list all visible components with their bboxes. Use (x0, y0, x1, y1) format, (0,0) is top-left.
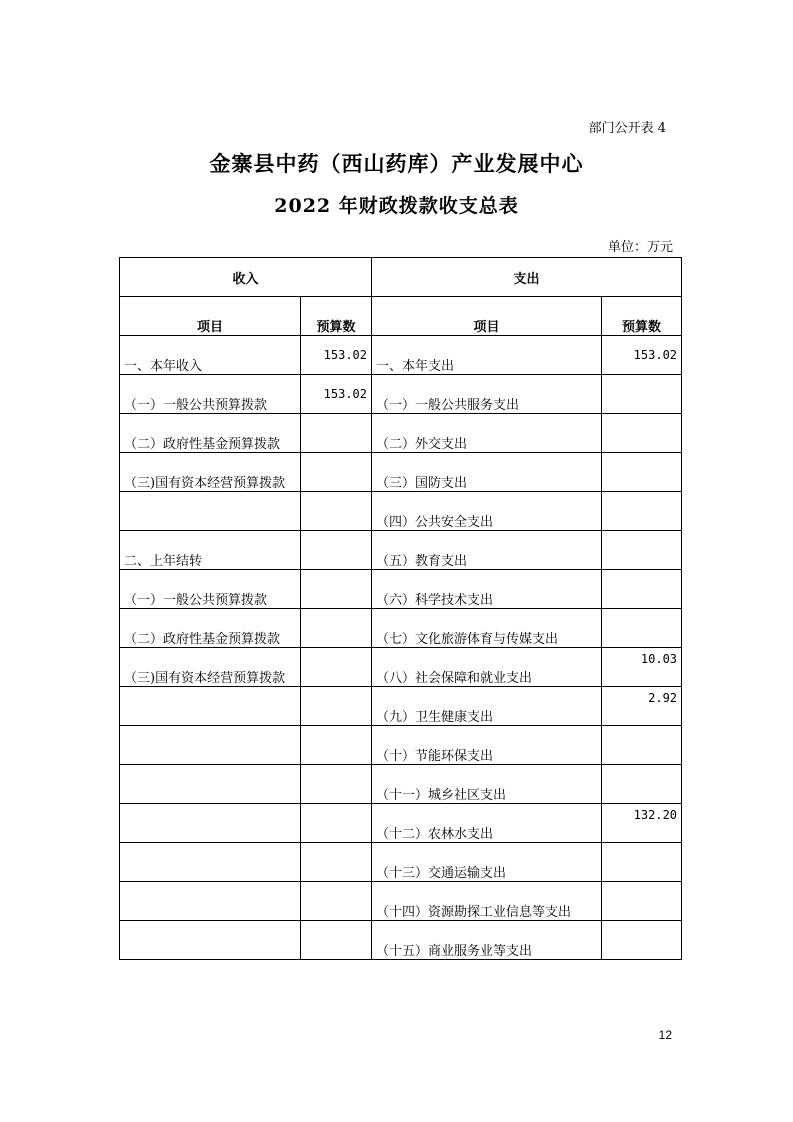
income-amount-cell (301, 687, 372, 726)
expense-item-col-header: 项目 (372, 297, 602, 336)
page-subtitle: 2022 年财政拨款收支总表 (274, 195, 519, 217)
expense-amount-cell: 132.20 (602, 804, 682, 843)
expense-item-cell: （七）文化旅游体育与传媒支出 (372, 609, 602, 648)
income-amount-cell: 153.02 (301, 375, 372, 414)
income-item-cell (120, 843, 301, 882)
income-item-cell: 二、上年结转 (120, 531, 301, 570)
expense-item-cell: （十一）城乡社区支出 (372, 765, 602, 804)
expense-amount-cell (602, 843, 682, 882)
expense-item-cell: （八）社会保障和就业支出 (372, 648, 602, 687)
expense-item-cell: （九）卫生健康支出 (372, 687, 602, 726)
table-row (120, 726, 682, 765)
expense-amount-cell (602, 921, 682, 960)
expense-amount-cell (602, 882, 682, 921)
page-title: 金寨县中药（西山药库）产业发展中心 (209, 151, 584, 176)
table-row (120, 609, 682, 648)
income-amount-cell (301, 453, 372, 492)
expense-amount-cell (602, 453, 682, 492)
income-item-cell: （一）一般公共预算拨款 (120, 375, 301, 414)
budget-table (119, 257, 682, 960)
expense-amount-cell (602, 492, 682, 531)
table-row (120, 570, 682, 609)
income-amount-cell (301, 726, 372, 765)
income-item-col-header: 项目 (120, 297, 301, 336)
income-item-cell (120, 726, 301, 765)
expense-amount-col-header: 预算数 (602, 297, 682, 336)
income-item-cell (120, 804, 301, 843)
expense-amount-cell (602, 414, 682, 453)
expense-amount-cell: 2.92 (602, 687, 682, 726)
expense-amount-cell (602, 375, 682, 414)
income-item-cell (120, 882, 301, 921)
table-row (120, 882, 682, 921)
table-row (120, 648, 682, 687)
document-label: 部门公开表 4 (588, 121, 666, 136)
income-amount-col-header: 预算数 (301, 297, 372, 336)
expense-item-cell: （二）外交支出 (372, 414, 602, 453)
income-item-cell: （二）政府性基金预算拨款 (120, 414, 301, 453)
income-amount-cell (301, 648, 372, 687)
income-header: 收入 (120, 258, 372, 297)
income-amount-cell (301, 414, 372, 453)
income-amount-cell: 153.02 (301, 336, 372, 375)
table-row (120, 531, 682, 570)
income-item-cell: （三)国有资本经营预算拨款 (120, 648, 301, 687)
income-item-cell (120, 687, 301, 726)
table-row (120, 687, 682, 726)
income-item-cell (120, 765, 301, 804)
table-row (120, 453, 682, 492)
table-row (120, 414, 682, 453)
column-header-row (120, 297, 682, 336)
expense-item-cell: （十四）资源勘探工业信息等支出 (372, 882, 602, 921)
income-amount-cell (301, 882, 372, 921)
table-row (120, 765, 682, 804)
unit-label: 单位：万元 (607, 240, 673, 255)
table-row (120, 921, 682, 960)
expense-item-cell: （十）节能环保支出 (372, 726, 602, 765)
income-amount-cell (301, 492, 372, 531)
expense-header: 支出 (372, 258, 682, 297)
table-row (120, 375, 682, 414)
income-amount-cell (301, 570, 372, 609)
expense-item-cell: （十三）交通运输支出 (372, 843, 602, 882)
table-row (120, 492, 682, 531)
expense-item-cell: 一、本年支出 (372, 336, 602, 375)
income-item-cell (120, 921, 301, 960)
income-item-cell (120, 492, 301, 531)
table-body (120, 336, 682, 960)
income-item-cell: （三)国有资本经营预算拨款 (120, 453, 301, 492)
expense-item-cell: （四）公共安全支出 (372, 492, 602, 531)
expense-item-cell: （三）国防支出 (372, 453, 602, 492)
income-item-cell: （一）一般公共预算拨款 (120, 570, 301, 609)
table-row (120, 804, 682, 843)
expense-item-cell: （十五）商业服务业等支出 (372, 921, 602, 960)
expense-item-cell: （一）一般公共服务支出 (372, 375, 602, 414)
income-amount-cell (301, 843, 372, 882)
income-amount-cell (301, 804, 372, 843)
table-row (120, 843, 682, 882)
income-amount-cell (301, 921, 372, 960)
expense-amount-cell (602, 570, 682, 609)
expense-amount-cell (602, 726, 682, 765)
income-amount-cell (301, 609, 372, 648)
expense-item-cell: （六）科学技术支出 (372, 570, 602, 609)
income-item-cell: 一、本年收入 (120, 336, 301, 375)
income-amount-cell (301, 531, 372, 570)
page-number: 12 (658, 1028, 672, 1042)
expense-amount-cell (602, 609, 682, 648)
section-header-row (120, 258, 682, 297)
income-amount-cell (301, 765, 372, 804)
expense-amount-cell: 153.02 (602, 336, 682, 375)
expense-amount-cell (602, 531, 682, 570)
expense-item-cell: （五）教育支出 (372, 531, 602, 570)
expense-item-cell: （十二）农林水支出 (372, 804, 602, 843)
table-row (120, 336, 682, 375)
expense-amount-cell (602, 765, 682, 804)
income-item-cell: （二）政府性基金预算拨款 (120, 609, 301, 648)
expense-amount-cell: 10.03 (602, 648, 682, 687)
